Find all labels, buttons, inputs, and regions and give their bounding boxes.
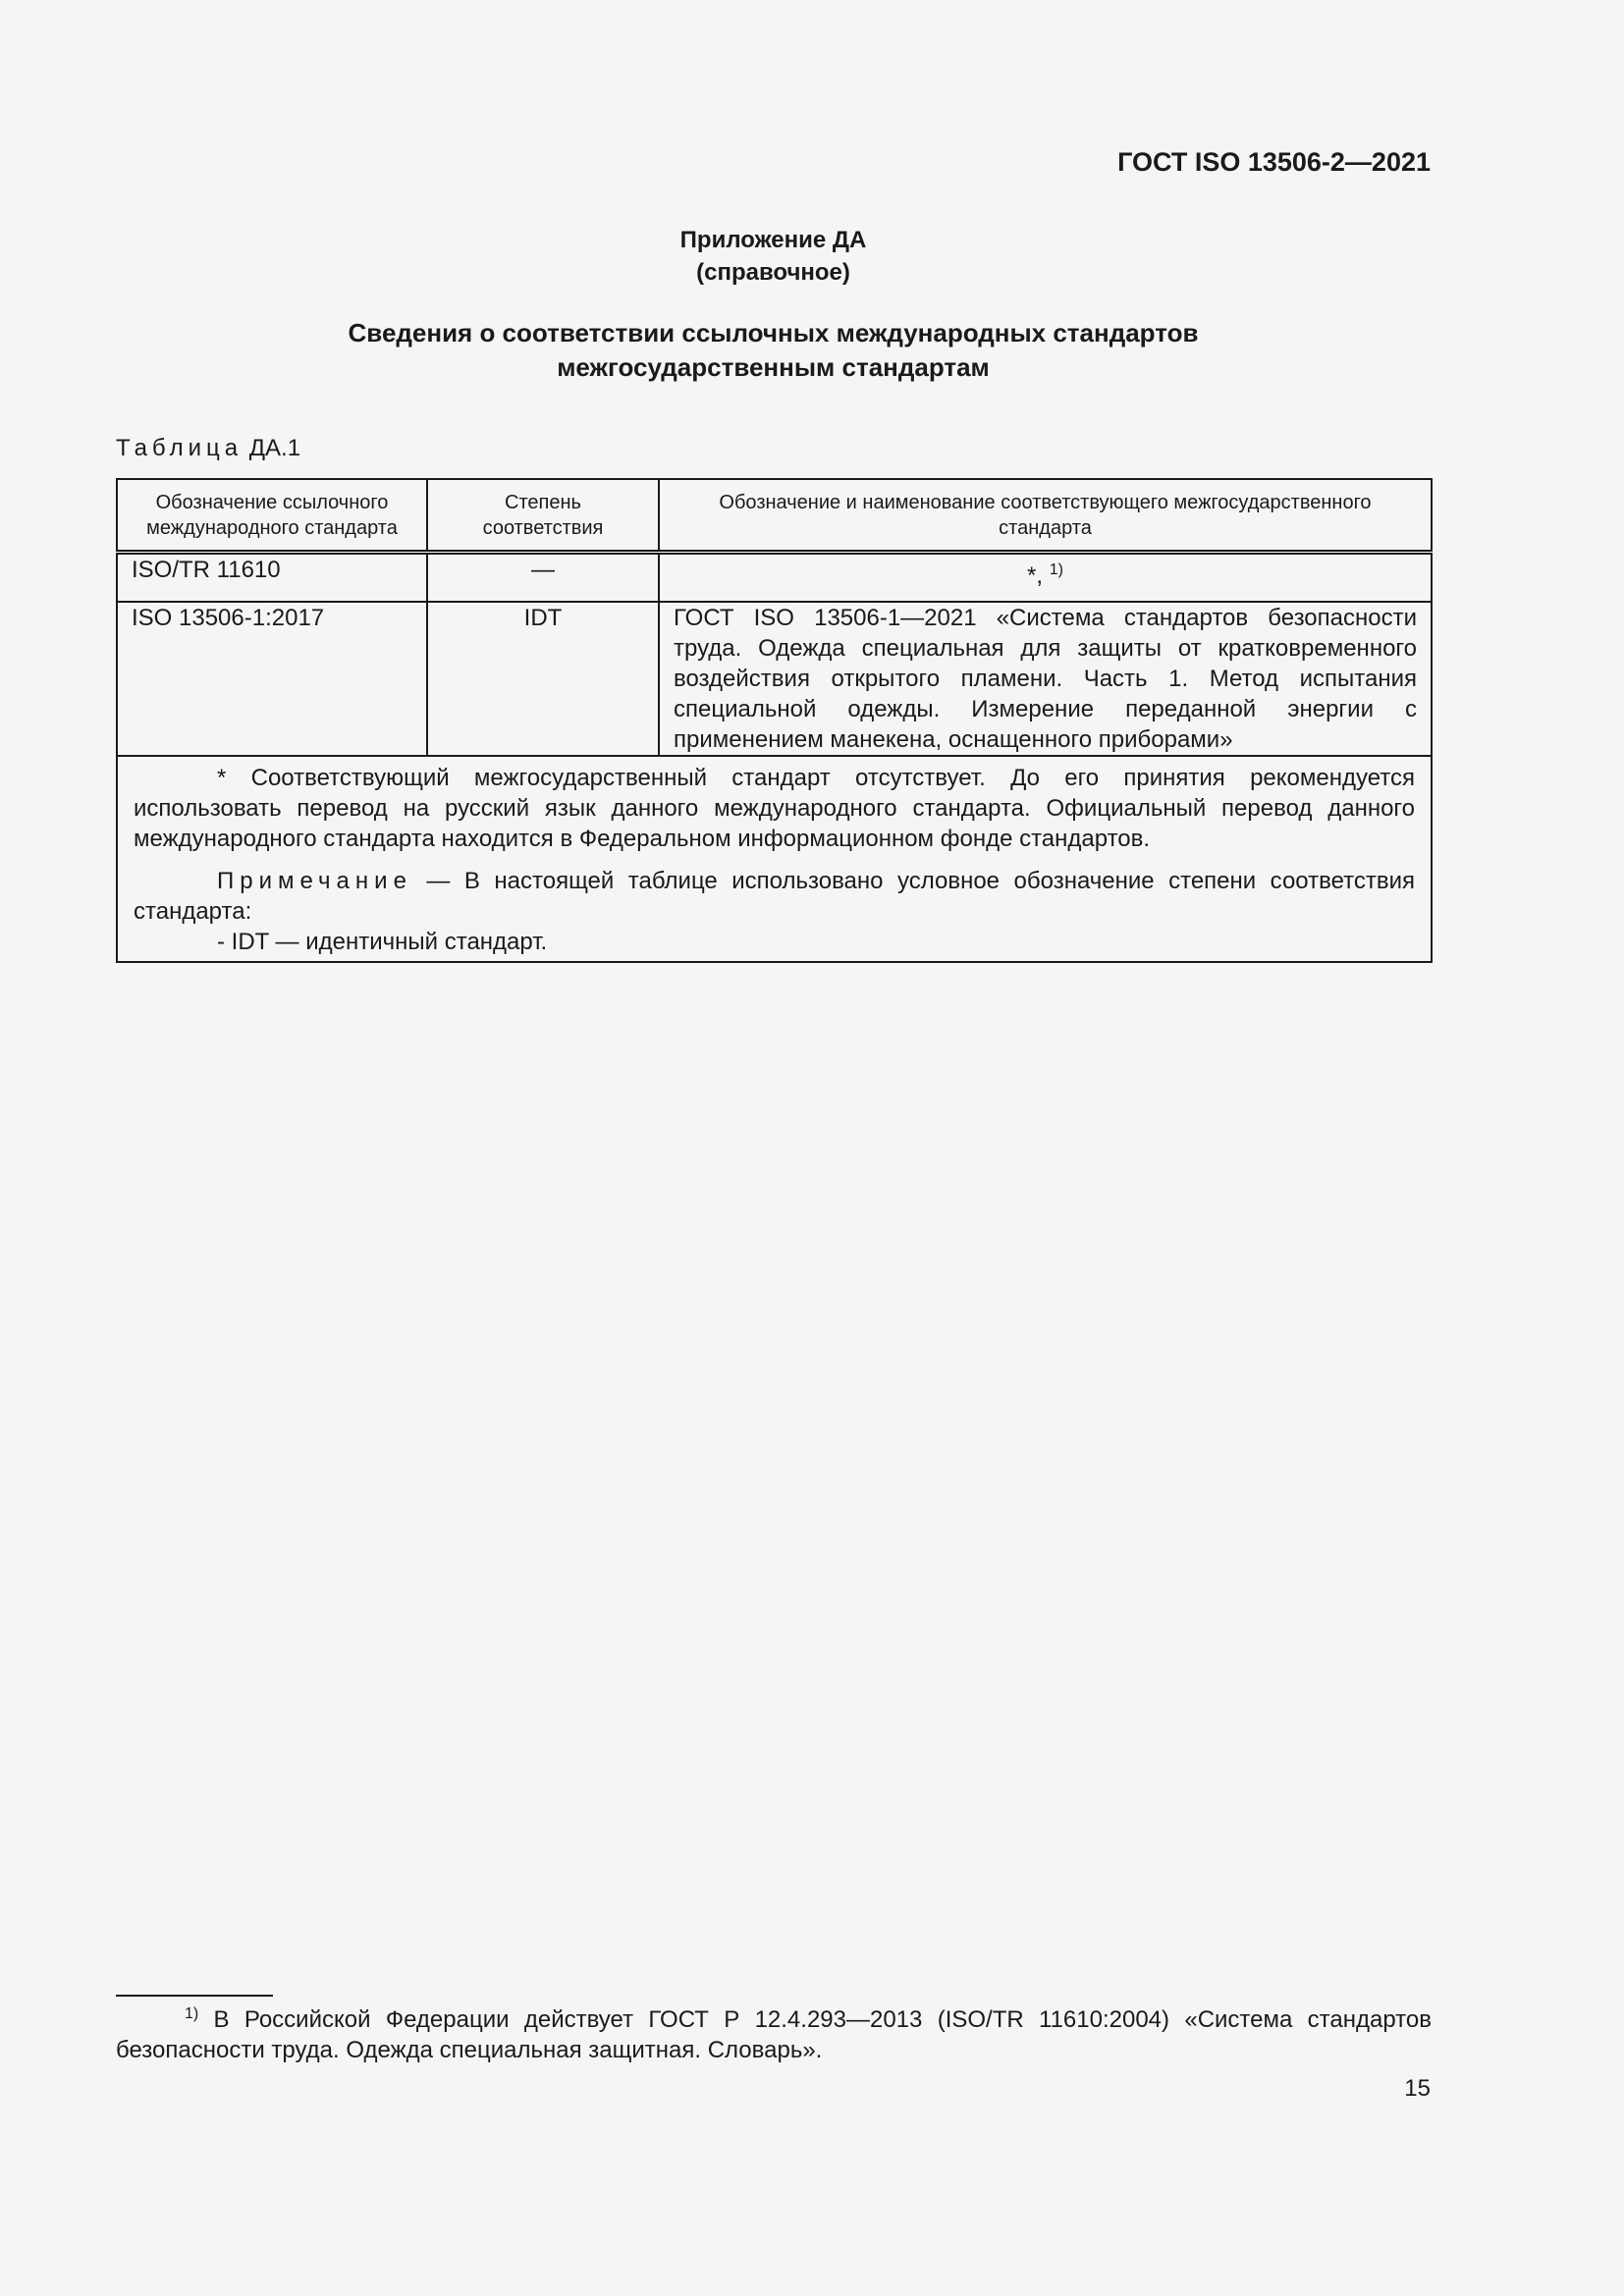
table-caption-number: ДА.1 (248, 435, 301, 461)
cell-national-standard: ГОСТ ISO 13506-1—2021 «Система стандартов безопасности труда. Одежда специальная для защиты от кратковременного воздействия открытого пламени. Часть 1. Метод испытания специальной одежды. Измерение переданной энергии с применением манекена, оснащенного приборами» (659, 602, 1432, 756)
column-header-ref-standard: Обозначение ссылочного международного стандарта (117, 479, 427, 553)
table-row (117, 602, 1432, 756)
section-heading-line-2: межгосударственным стандартам (557, 352, 990, 382)
footnote (116, 1999, 1432, 2065)
cell-national-standard (659, 553, 1432, 603)
section-heading (0, 316, 1546, 385)
table-header-row (117, 479, 1432, 553)
reference-standards-table (116, 478, 1433, 963)
table-caption-word: Таблица (116, 435, 244, 461)
footnote-text: В Российской Федерации действует ГОСТ Р 12.4.293—2013 (ISO/TR 11610:2004) «Система стандартов безопасности труда. Одежда специальная защитная. Словарь». (116, 2006, 1432, 2063)
national-standard-text: *, (1027, 562, 1050, 589)
column-header-national-standard: Обозначение и наименование соответствующего межгосударственного стандарта (659, 479, 1432, 553)
annex-title (0, 224, 1546, 289)
section-heading-line-1: Сведения о соответствии ссылочных международных стандартов (348, 318, 1199, 347)
footnote-marker: 1) (185, 2005, 199, 2022)
cell-degree: IDT (427, 602, 659, 756)
note-list-item: - IDT — идентичный стандарт. (217, 929, 548, 955)
annex-label: Приложение ДА (679, 227, 867, 253)
cell-ref-standard: ISO/TR 11610 (117, 553, 427, 603)
table-notes-row (117, 756, 1432, 962)
table-row (117, 553, 1432, 603)
note-label: Примечание (217, 868, 412, 894)
table-notes (117, 756, 1432, 962)
footnote-separator (116, 1995, 273, 1997)
annex-type: (справочное) (696, 259, 850, 286)
cell-ref-standard: ISO 13506-1:2017 (117, 602, 427, 756)
note-text: — В настоящей таблице использовано условное обозначение степени соответствия стандарта: (134, 868, 1416, 925)
table-caption (116, 435, 300, 462)
column-header-degree: Степень соответствия (427, 479, 659, 553)
table-note (134, 866, 1415, 927)
cell-degree: — (427, 553, 659, 603)
page-number: 15 (1404, 2075, 1431, 2102)
document-code: ГОСТ ISO 13506-2—2021 (1117, 147, 1431, 177)
asterisk-note: * Соответствующий межгосударственный стандарт отсутствует. До его принятия рекомендуется использовать перевод на русский язык данного международного стандарта. Официальный перевод данного международного стандарта находится в Федеральном информационном фонде стандартов. (134, 765, 1415, 852)
footnote-reference: 1) (1049, 561, 1063, 578)
